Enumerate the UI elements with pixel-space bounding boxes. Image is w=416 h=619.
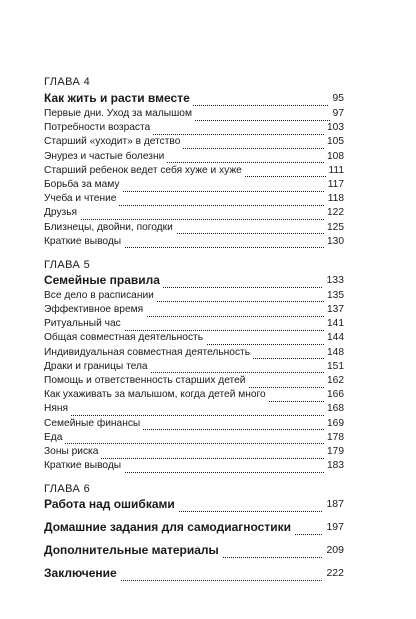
- toc-entry: [44, 317, 344, 331]
- page-number: 168: [324, 402, 344, 416]
- entry-title: Потребности возраста: [44, 121, 153, 135]
- toc-entry: [44, 107, 344, 121]
- page-number: 97: [330, 107, 344, 121]
- entry-title: Учеба и чтение: [44, 192, 119, 206]
- entry-title: Как ухаживать за малышом, когда детей много: [44, 388, 269, 402]
- toc-entry: [44, 164, 344, 178]
- page-number: 141: [324, 317, 344, 331]
- section-title: Дополнительные материалы: [44, 542, 222, 559]
- chapter-title-row: [44, 90, 344, 107]
- entry-title: Зоны риска: [44, 445, 101, 459]
- toc-entry: [44, 235, 344, 249]
- entry-title: Краткие выводы: [44, 235, 124, 249]
- page-number: 179: [324, 445, 344, 459]
- page-number: 166: [324, 388, 344, 402]
- chapter-4-section: [44, 75, 344, 249]
- entry-title: Ритуальный час: [44, 317, 124, 331]
- toc-entry: [44, 388, 344, 402]
- toc-entry: [44, 459, 344, 473]
- chapter-title: Работа над ошибками: [44, 496, 178, 513]
- chapter-label: ГЛАВА 5: [44, 258, 91, 271]
- entry-title: Драки и границы тела: [44, 360, 151, 374]
- section-title-row: [44, 519, 344, 536]
- entry-title: Старший ребенок ведет себя хуже и хуже: [44, 164, 245, 178]
- page-number: 137: [324, 303, 344, 317]
- toc-entry: [44, 360, 344, 374]
- page-number: 122: [324, 206, 344, 220]
- toc-entry: [44, 178, 344, 192]
- page-number: 209: [323, 542, 344, 559]
- toc-entry: [44, 206, 344, 220]
- toc-entry: [44, 402, 344, 416]
- section-homework: [44, 519, 344, 536]
- toc-entry: [44, 331, 344, 345]
- chapter-label: ГЛАВА 4: [44, 76, 91, 88]
- section-conclusion: [44, 565, 344, 582]
- toc-entry: [44, 303, 344, 317]
- page-number: 197: [323, 519, 344, 536]
- toc-entry: [44, 346, 344, 360]
- page-number: 162: [324, 374, 344, 388]
- page-number: 130: [324, 235, 344, 249]
- page-number: 169: [324, 417, 344, 431]
- toc-entry: [44, 431, 344, 445]
- toc-entry: [44, 289, 344, 303]
- page-number: 144: [324, 331, 344, 345]
- entry-title: Близнецы, двойни, погодки: [44, 221, 176, 235]
- entry-title: Краткие выводы: [44, 459, 124, 473]
- entry-title: Старший «уходит» в детство: [44, 135, 183, 149]
- page-number: 183: [324, 459, 344, 473]
- entry-title: Все дело в расписании: [44, 289, 157, 303]
- section-title-row: [44, 565, 344, 582]
- entry-title: Еда: [44, 431, 65, 445]
- entry-title: Няня: [44, 402, 71, 416]
- page-number: 108: [324, 150, 344, 164]
- chapter-label: ГЛАВА 6: [44, 483, 91, 496]
- entry-title: Энурез и частые болезни: [44, 150, 167, 164]
- entry-title: Эффективное время: [44, 303, 146, 317]
- chapter-title-row: [44, 496, 344, 513]
- toc-entry: [44, 192, 344, 206]
- entry-title: Индивидуальная совместная деятельность: [44, 346, 253, 360]
- page-number: 117: [325, 178, 344, 192]
- page-number: 103: [324, 121, 344, 135]
- entry-title: Общая совместная деятельность: [44, 331, 206, 345]
- table-of-contents: [44, 75, 344, 582]
- toc-entry: [44, 445, 344, 459]
- page-number: 187: [323, 496, 344, 513]
- page-number: 95: [329, 90, 344, 107]
- entry-title: Помощь и ответственность старших детей: [44, 374, 248, 388]
- entry-title: Первые дни. Уход за малышом: [44, 107, 195, 121]
- section-title: Заключение: [44, 565, 120, 582]
- chapter-6-section: [44, 482, 344, 513]
- page-number: 148: [324, 346, 344, 360]
- toc-entry: [44, 150, 344, 164]
- page-number: 222: [323, 565, 344, 582]
- entry-title: Борьба за маму: [44, 178, 122, 192]
- toc-entry: [44, 374, 344, 388]
- toc-entry: [44, 221, 344, 235]
- toc-entry: [44, 135, 344, 149]
- chapter-title-row: [44, 272, 344, 289]
- entry-title: Друзья: [44, 206, 80, 220]
- page-number: 133: [323, 272, 344, 289]
- page-number: 111: [326, 164, 344, 178]
- section-extra-materials: [44, 542, 344, 559]
- section-title-row: [44, 542, 344, 559]
- chapter-title: Как жить и расти вместе: [44, 90, 193, 107]
- entry-title: Семейные финансы: [44, 417, 143, 431]
- page-number: 105: [324, 135, 344, 149]
- page-number: 151: [324, 360, 344, 374]
- chapter-title: Семейные правила: [44, 272, 163, 289]
- page-number: 118: [325, 192, 344, 206]
- page-number: 178: [324, 431, 344, 445]
- section-title: Домашние задания для самодиагностики: [44, 519, 294, 536]
- page-number: 135: [324, 289, 344, 303]
- toc-entry: [44, 121, 344, 135]
- page-number: 125: [324, 221, 344, 235]
- toc-entry: [44, 417, 344, 431]
- chapter-5-section: [44, 258, 344, 473]
